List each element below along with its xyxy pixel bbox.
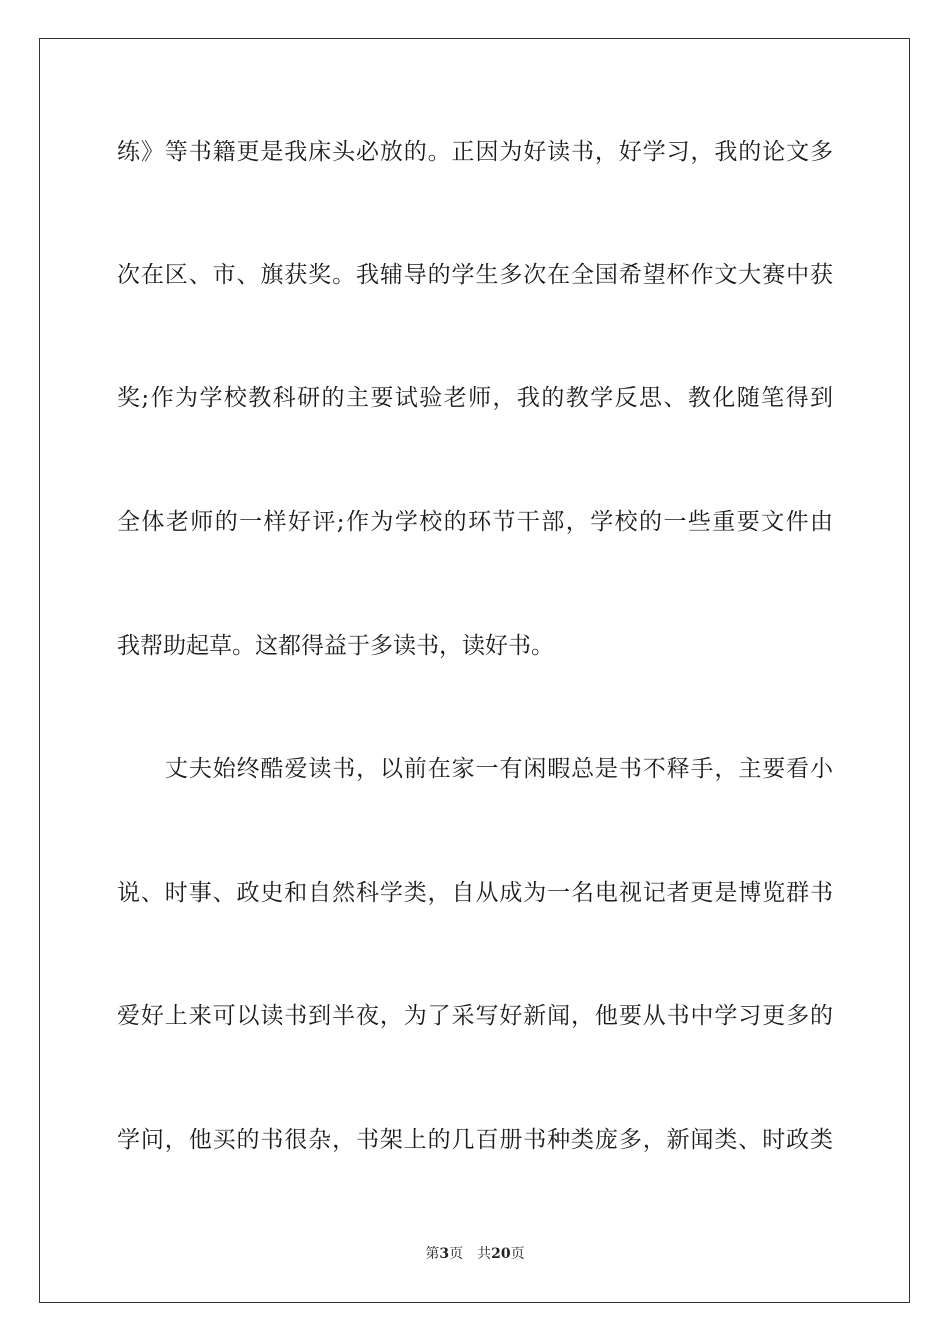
paragraph-line: 爱好上来可以读书到半夜，为了采写好新闻，他要从书中学习更多的	[117, 1003, 833, 1029]
paragraph-line: 练》等书籍更是我床头必放的。正因为好读书，好学习，我的论文多	[117, 139, 833, 165]
total-unit: 页	[510, 1246, 525, 1262]
paragraph-line: 丈夫始终酷爱读书，以前在家一有闲暇总是书不释手，主要看小	[165, 756, 833, 782]
paragraph-line: 奖;作为学校教科研的主要试验老师，我的教学反思、教化随笔得到	[117, 385, 833, 411]
paragraph-line: 全体老师的一样好评;作为学校的环节干部，学校的一些重要文件由	[117, 509, 833, 535]
page-border	[39, 38, 910, 1303]
total-page-count: 20	[491, 1246, 511, 1262]
total-prefix: 共	[477, 1246, 492, 1262]
current-page-number: 3	[439, 1246, 450, 1262]
paragraph-line: 说、时事、政史和自然科学类，自从成为一名电视记者更是博览群书	[117, 880, 833, 906]
paragraph-line: 学问，他买的书很杂，书架上的几百册书种类庞多，新闻类、时政类	[117, 1127, 833, 1153]
paragraph-line: 我帮助起草。这都得益于多读书，读好书。	[117, 633, 554, 659]
page-prefix: 第	[425, 1246, 440, 1262]
page-unit: 页	[449, 1246, 464, 1262]
paragraph-line: 次在区、市、旗获奖。我辅导的学生多次在全国希望杯作文大赛中获	[117, 262, 833, 288]
page-footer	[0, 1244, 950, 1264]
